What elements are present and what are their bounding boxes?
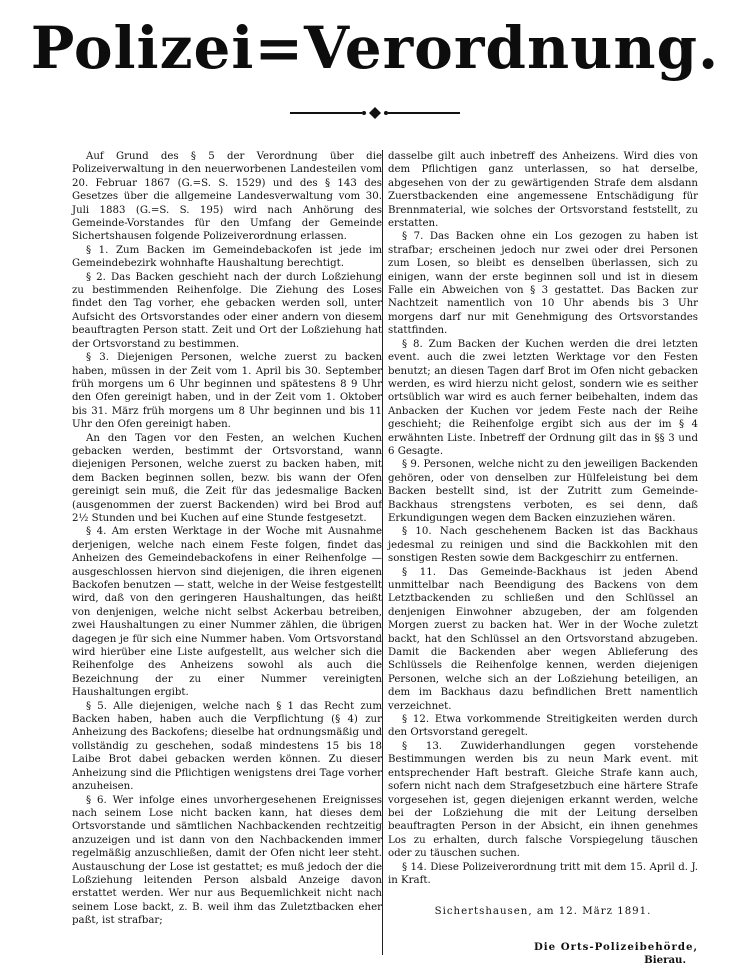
paragraph-1: § 1. Zum Backen im Gemeindebackofen ist jede im Gemeindebezirk wohnhafte Haushaltung berechtigt. — [72, 244, 382, 270]
paragraph-6: § 6. Wer infolge eines unvorhergesehenen Ereignisses nach seinem Lose nicht backen kann, hat dieses dem Ortsvorstande und sämtlichen Nachbackenden rechtzeitig anzuzeigen und ist dann von den Nachbackenden immer regelmäßig anzuschließen, damit der Ofen nicht leer steht. Austauschung der Lose ist gestattet; es muß jedoch der die Loßziehung leitenden Person alsbald Anzeige davon erstattet werden. Wer nur aus Bequemlichkeit nicht nach seinem Lose backt, z. B. weil ihm das Zuletztbacken eher paßt, ist strafbar; — [72, 794, 382, 927]
paragraph-3-continued: An den Tagen vor den Festen, an welchen Kuchen gebacken werden, bestimmt der Ortsvorstand, wann diejenigen Personen, welche zuerst zu backen haben, mit dem Backen beginnen sollen, bezw. bis wann der Ofen gereinigt sein muß, die Zeit für das jedesmalige Backen (ausgenommen der zuerst Backenden) wird bei Brod auf 2½ Stunden und bei Kuchen auf eine Stunde festgesetzt. — [72, 432, 382, 524]
paragraph-8: § 8. Zum Backen der Kuchen werden die drei letzten event. auch die zwei letzten Werktage vor den Festen benutzt; an diesen Tagen darf Brot im Ofen nicht gebacken werden, es wird hierzu nicht gelost, sondern wie es seither ortsüblich war wird es auch ferner beibehalten, indem das Anbacken der Kuchen vor jedem Feste nach der Reihe geschieht; die Reihenfolge ergibt sich aus der im § 4 erwähnten Liste. Inbetreff der Ordnung gilt das in §§ 3 und 6 Gesagte. — [388, 338, 698, 457]
paragraph-5: § 5. Alle diejenigen, welche nach § 1 das Recht zum Backen haben, haben auch die Verpflichtung (§ 4) zur Anheizung des Backofens; dieselbe hat ordnungsmäßig und vollständig zu geschehen, sodaß mindestens 15 bis 18 Laibe Brot dabei gebacken werden können. Zu dieser Anheizung sind die Pflichtigen wenigstens drei Tage vorher anzuheisen. — [72, 700, 382, 793]
paragraph-6-continued: dasselbe gilt auch inbetreff des Anheizens. Wird dies von dem Pflichtigen ganz unterlassen, so hat derselbe, abgesehen von der zu gewärtigenden Strafe dem alsdann Zuerstbackenden eine angemessene Entschädigung für Brennmaterial, wie solches der Ortsvorstand feststellt, zu erstatten. — [388, 151, 698, 230]
paragraph-11: § 11. Das Gemeinde-Backhaus ist jeden Abend unmittelbar nach Beendigung des Backens von dem Letztbackenden zu schließen und den Schlüssel an denjenigen Einwohner abzugeben, der am folgenden Morgen zuerst zu backen hat. Wer in der Woche zuletzt backt, hat den Schlüssel an den Ortsvorstand abzugeben. Damit die Backenden aber wegen Ablieferung des Schlüssels die Reihenfolge kennen, werden diejenigen Personen, welche sich an der Loßziehung beteiligen, an dem im Backhaus dazu befindlichen Brett namentlich verzeichnet. — [388, 566, 698, 712]
page-title: Polizei=Verordnung. — [30, 14, 720, 82]
paragraph-3: § 3. Diejenigen Personen, welche zuerst zu backen haben, müssen in der Zeit vom 1. April bis 30. September früh morgens um 6 Uhr beginnen und spätestens 8 9 Uhr den Ofen gereinigt haben, und in der Zeit vom 1. Oktober bis 31. März früh morgens um 8 Uhr beginnen und bis 11 Uhr den Ofen gereinigt haben. — [72, 352, 382, 431]
column-divider — [382, 150, 383, 955]
paragraph-7: § 7. Das Backen ohne ein Los gezogen zu haben ist strafbar; erscheinen jedoch nur zwei oder drei Personen zum Losen, so bleibt es denselben überlassen, sich zu einigen, wann der erste beginnen soll und ist in diesem Falle ein Abweichen von § 3 gestattet. Das Backen zur Nachtzeit namentlich von 10 Uhr abends bis 3 Uhr morgens darf nur mit Genehmigung des Ortsvorstandes stattfinden. — [388, 231, 698, 337]
paragraph-14: § 14. Diese Polizeiverordnung tritt mit dem 15. April d. J. in Kraft. — [388, 861, 698, 886]
paragraph-2: § 2. Das Backen geschieht nach der durch Loßziehung zu bestimmenden Reihenfolge. Die Ziehung des Loses findet den Tag vorher, ehe gebacken werden soll, unter Aufsicht des Ortsvorstandes oder einer andern von diesem beauftragten Person statt. Zeit und Ort der Loßziehung hat der Ortsvorstand zu bestimmen. — [72, 271, 382, 350]
right-column — [388, 150, 698, 968]
left-column — [72, 150, 382, 928]
paragraph-4: § 4. Am ersten Werktage in der Woche mit Ausnahme derjenigen, welche nach einem Feste folgen, findet das Anheizen des Gemeindebackofens in einer Reihenfolge — ausgeschlossen hiervon sind diejenigen, die ihren eigenen Backofen benutzen — statt, welche in der Weise festgestellt wird, daß von den geringeren Haushaltungen, das heißt von denjenigen, welche nicht selbst Ackerbau betreiben, zwei Haushaltungen zu einer Nummer zählen, die übrigen dagegen je für sich eine Nummer haben. Vom Ortsvorstand wird hierüber eine Liste aufgestellt, aus welcher sich die Reihenfolge des Anheizens sowohl als auch die Bezeichnung der zu einer Nummer vereinigten Haushaltungen ergibt. — [72, 526, 382, 699]
paragraph-9: § 9. Personen, welche nicht zu den jeweiligen Backenden gehören, oder von denselben zur Hülfeleistung bei dem Backen bestellt sind, ist der Zutritt zum Gemeinde-Backhaus strengstens verboten, es sei denn, daß Erkundigungen wegen dem Backen einzuziehen wären. — [388, 459, 698, 524]
paragraph-12: § 12. Etwa vorkommende Streitigkeiten werden durch den Ortsvorstand geregelt. — [388, 714, 698, 739]
signature-name: Bierau. — [644, 954, 686, 967]
ornament-divider — [290, 106, 460, 120]
paragraph-13: § 13. Zuwiderhandlungen gegen vorstehende Bestimmungen werden bis zu neun Mark event. mit entsprechender Haft bestraft. Gleiche Strafe kann auch, sofern nicht nach dem Strafgesetzbuch eine härtere Strafe vorgesehen ist, gegen diejenigen erkannt werden, welche bei der Loßziehung die mit der Leitung derselben beauftragten Person in der Absicht, ein ihnen genehmes Los zu erhalten, durch falsche Vorspiegelung täuschen oder zu täuschen suchen. — [388, 740, 698, 860]
preamble-paragraph: Auf Grund des § 5 der Verordnung über die Polizeiverwaltung in den neuerworbenen Landesteilen vom 20. Februar 1867 (G.=S. S. 1529) und des § 143 des Gesetzes über die allgemeine Landesverwaltung vom 30. Juli 1883 (G.=S. S. 195) wird nach Anhörung des Gemeinde-Vorstandes für den Umfang der Gemeinde Sichertshausen folgende Polizeiverordnung erlassen. — [72, 151, 382, 243]
place-date: Sichertshausen, am 12. März 1891. — [434, 906, 652, 918]
paragraph-10: § 10. Nach geschehenem Backen ist das Backhaus jedesmal zu reinigen und sind die Backkohlen mit den sonstigen Resten sowie dem Backgeschirr zu entfernen. — [388, 526, 698, 565]
issuing-authority: Die Orts-Polizeibehörde, — [533, 940, 698, 953]
